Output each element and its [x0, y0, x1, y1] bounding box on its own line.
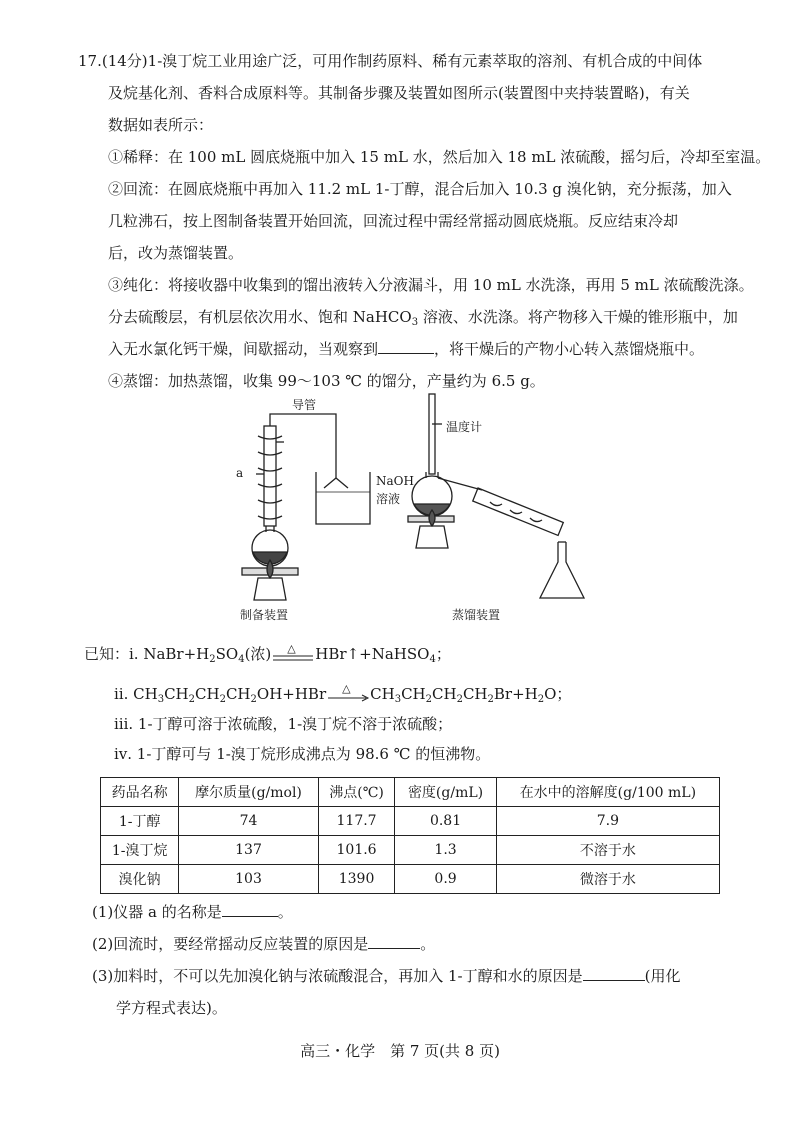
step-2-line-1: ②回流：在圆底烧瓶中再加入 11.2 mL 1-丁醇，混合后加入 10.3 g 溴化钠，充分振荡，加入 [108, 180, 732, 198]
cell: 117.7 [318, 807, 395, 836]
heat-arrow: △ [326, 687, 370, 703]
cell: 不溶于水 [496, 836, 719, 865]
header-name: 药品名称 [101, 778, 179, 807]
header-solubility: 在水中的溶解度(g/100 mL) [496, 778, 719, 807]
tube-label: 导管 [292, 398, 317, 412]
step-2-line-2: 几粒沸石，按上图制备装置开始回流，回流过程中需经常摇动圆底烧瓶。反应结束冷却 [108, 212, 679, 230]
cell: 溴化钠 [101, 865, 179, 894]
step-4: ④蒸馏：加热蒸馏，收集 99～103 ℃ 的馏分，产量约为 6.5 g。 [108, 372, 545, 390]
cell: 137 [179, 836, 318, 865]
cell: 1390 [318, 865, 395, 894]
subq-3: (3)加料时，不可以先加溴化钠与浓硫酸混合，再加入 1-丁醇和水的原因是 (用化 [92, 960, 752, 992]
cell: 0.9 [395, 865, 496, 894]
answer-blank-q2[interactable] [368, 932, 420, 949]
table-row [101, 807, 720, 836]
prep-caption: 制备装置 [240, 608, 289, 622]
cell: 1.3 [395, 836, 496, 865]
table-row [101, 836, 720, 865]
step-2-line-3: 后，改为蒸馏装置。 [108, 244, 244, 262]
answer-blank-q3[interactable] [583, 964, 645, 981]
naoh-label: NaOH [376, 474, 414, 488]
table-row [101, 865, 720, 894]
thermometer [429, 394, 435, 474]
known-iii: ⅲ. 1-丁醇可溶于浓硫酸，1-溴丁烷不溶于浓硫酸； [114, 715, 453, 733]
sub-questions [92, 896, 752, 1024]
cell: 101.6 [318, 836, 395, 865]
known-ii: ⅱ. $CH_3CH_2CH_2CH_2OH+HBr$ △ $CH_3CH_2CH_2CH_2Br+H_2O$； [114, 682, 572, 705]
procedure-steps [108, 141, 788, 397]
intro-line-2: 及烷基化剂、香料合成原料等。其制备步骤及装置如图所示(装置图中夹持装置略)，有关 [108, 84, 690, 102]
cell: 103 [179, 865, 318, 894]
intro-line-1: 17.(14分)1-溴丁烷工业用途广泛，可用作制药原料、稀有元素萃取的溶剂、有机合成的中间体 [78, 52, 703, 70]
answer-blank-observe[interactable] [378, 337, 434, 354]
apparatus-drawing [220, 392, 600, 632]
subq-2: (2)回流时，要经常摇动反应装置的原因是 。 [92, 928, 752, 960]
question-intro [78, 45, 758, 141]
header-density: 密度(g/mL) [395, 778, 496, 807]
thermometer-label: 温度计 [446, 420, 483, 434]
cell: 74 [179, 807, 318, 836]
cell: 7.9 [496, 807, 719, 836]
apparatus-figure [220, 392, 600, 632]
known-iv: ⅳ. 1-丁醇可与 1-溴丁烷形成沸点为 98.6 ℃ 的恒沸物。 [114, 745, 491, 763]
intro-line-3: 数据如表所示： [108, 116, 214, 134]
step-3-line-2: 分去硫酸层，有机层依次用水、饱和 NaHCO$_3$ 溶液、水洗涤。将产物移入干燥的锥形瓶中，加 [108, 308, 738, 328]
properties-table [100, 777, 720, 894]
distill-caption: 蒸馏装置 [452, 608, 501, 622]
answer-blank-q1[interactable] [222, 900, 278, 917]
cell: 微溶于水 [496, 865, 719, 894]
heat-equals-arrow: △ [287, 642, 296, 655]
header-boiling-point: 沸点(℃) [318, 778, 395, 807]
cell: 1-丁醇 [101, 807, 179, 836]
page-footer: 高三・化学 第 7 页(共 8 页) [300, 1042, 500, 1060]
subq-1: (1)仪器 a 的名称是 。 [92, 896, 752, 928]
condenser-tube [264, 426, 276, 526]
step-3-line-1: ③纯化：将接收器中收集到的馏出液转入分液漏斗，用 10 mL 水洗涤，再用 5 mL 浓硫酸洗涤。 [108, 276, 754, 294]
step-3-line-3: 入无水氯化钙干燥，间歇摇动，当观察到 ，将干燥后的产物小心转入蒸馏烧瓶中。 [108, 333, 788, 365]
subq-3-cont: 学方程式表达)。 [116, 999, 227, 1017]
cell: 0.81 [395, 807, 496, 836]
cell: 1-溴丁烷 [101, 836, 179, 865]
solution-label: 溶液 [376, 492, 401, 506]
instrument-a-label: a [236, 466, 244, 480]
table-header-row [101, 778, 720, 807]
step-1: ①稀释：在 100 mL 圆底烧瓶中加入 15 mL 水，然后加入 18 mL 浓硫酸，摇匀后，冷却至室温。 [108, 148, 771, 166]
header-molar-mass: 摩尔质量(g/mol) [179, 778, 318, 807]
known-i: 已知：ⅰ. $NaBr+H_2SO_4$(浓) △ HBr↑+NaHSO$_4$； [84, 642, 451, 665]
